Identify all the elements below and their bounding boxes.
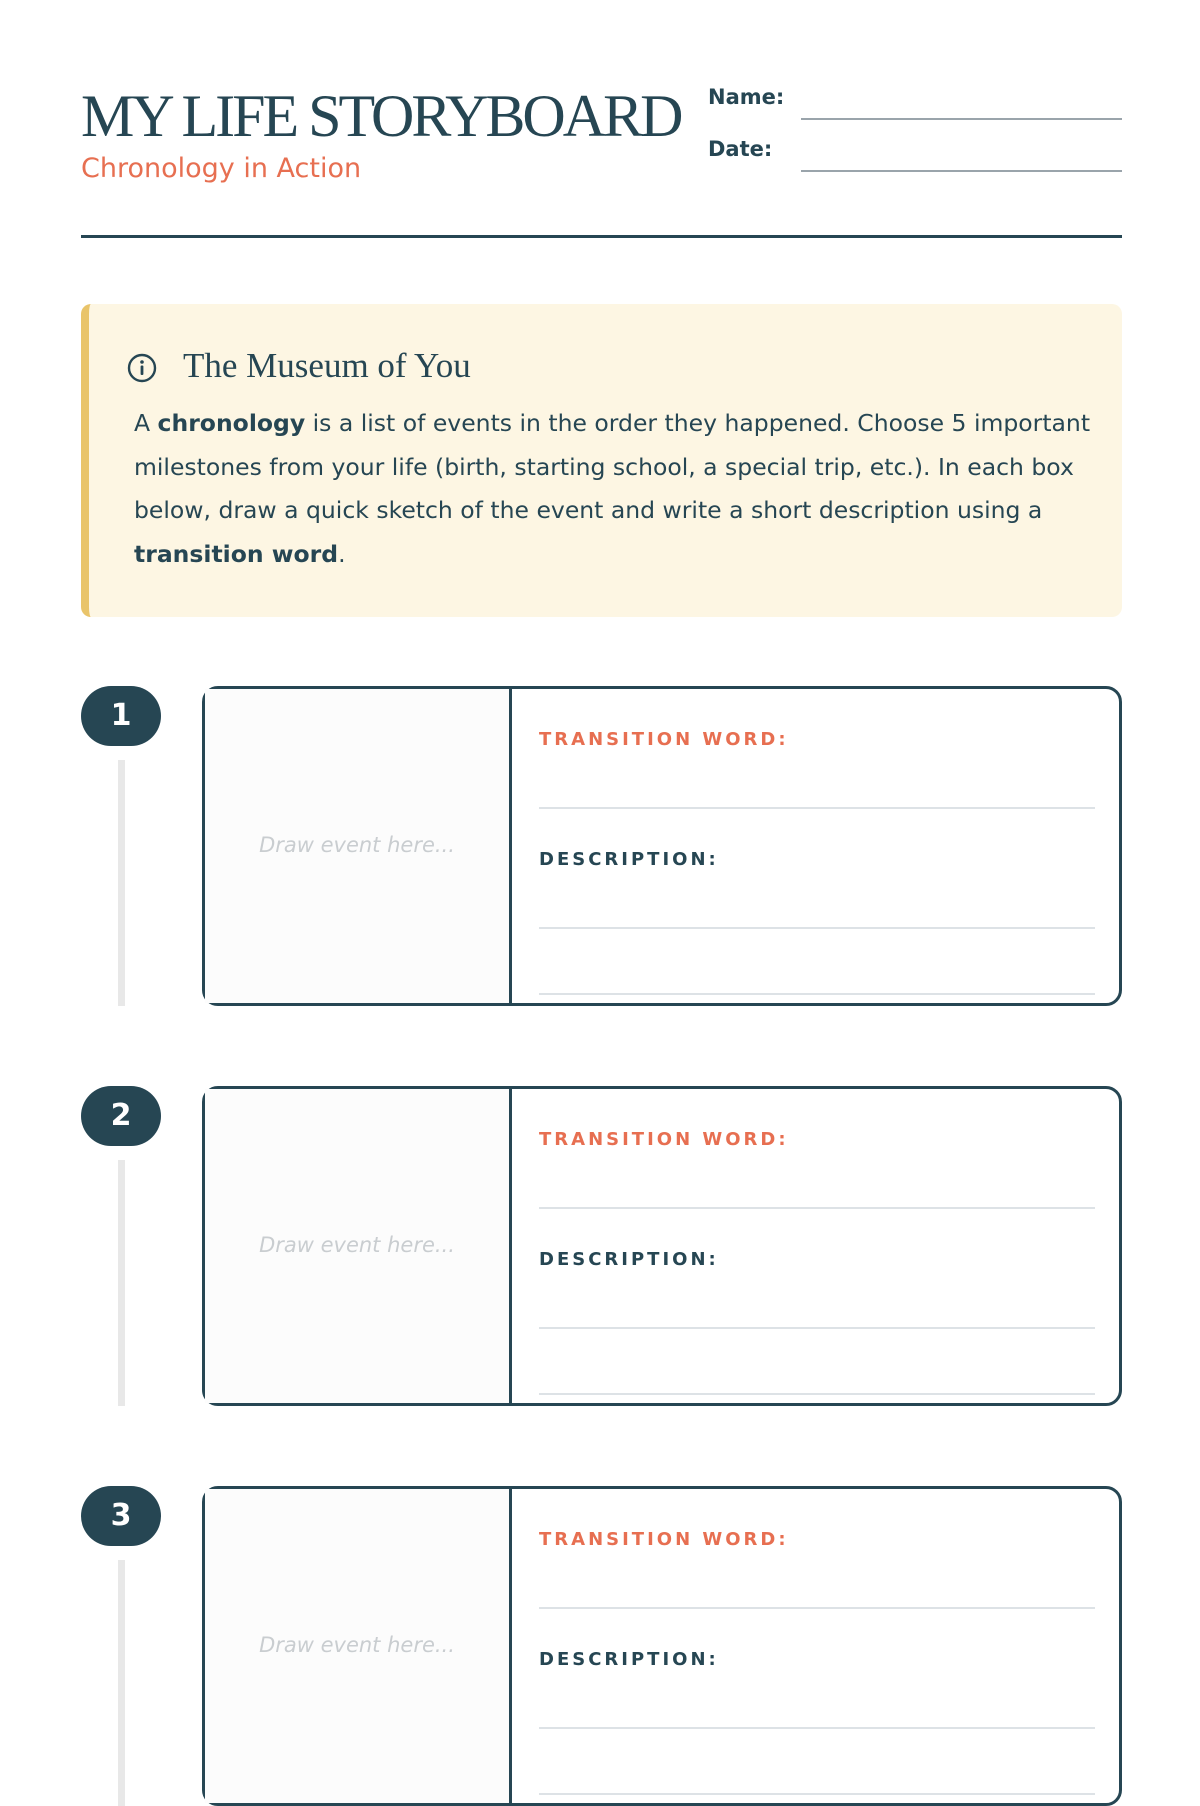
draw-hint: Draw event here...: [259, 1233, 455, 1257]
transition-word-label: TRANSITION WORD:: [539, 1529, 789, 1550]
description-label: DESCRIPTION:: [539, 1249, 719, 1270]
storyboard-card: [202, 1086, 1122, 1406]
description-label: DESCRIPTION:: [539, 1649, 719, 1670]
description-line[interactable]: [539, 1393, 1095, 1395]
transition-word-field[interactable]: [539, 807, 1095, 809]
step-number-badge: 3: [81, 1486, 161, 1546]
draw-hint: Draw event here...: [259, 833, 455, 857]
timeline-connector: [118, 760, 125, 1006]
instructions-callout: [81, 304, 1122, 617]
name-label: Name:: [708, 85, 785, 109]
callout-text-2: is a list of events in the order they happened. Choose 5 important milestones from your life (birth, starting school, a special trip, etc.). In each box below, draw a quick sketch of the event and write a short description using a: [134, 409, 1091, 524]
callout-title: The Museum of You: [183, 346, 471, 385]
timeline-step: [81, 686, 1122, 1006]
description-label: DESCRIPTION:: [539, 849, 719, 870]
timeline-step: [81, 1486, 1122, 1806]
timeline-connector: [118, 1560, 125, 1806]
timeline-connector: [118, 1160, 125, 1406]
description-line[interactable]: [539, 927, 1095, 929]
term-chronology: chronology: [157, 409, 306, 437]
description-line[interactable]: [539, 1327, 1095, 1329]
step-number-badge: 1: [81, 686, 161, 746]
date-field[interactable]: [801, 170, 1122, 172]
drawing-area[interactable]: [205, 689, 512, 1003]
worksheet-header: [81, 80, 1122, 238]
description-line[interactable]: [539, 1793, 1095, 1795]
draw-hint: Draw event here...: [259, 1633, 455, 1657]
transition-word-field[interactable]: [539, 1607, 1095, 1609]
page-title: MY LIFE STORYBOARD: [81, 83, 681, 149]
storyboard-card: [202, 686, 1122, 1006]
step-number-badge: 2: [81, 1086, 161, 1146]
name-field[interactable]: [801, 118, 1122, 120]
callout-body: [134, 402, 1094, 576]
transition-word-field[interactable]: [539, 1207, 1095, 1209]
info-icon: [127, 353, 157, 383]
drawing-area[interactable]: [205, 1489, 512, 1803]
transition-word-label: TRANSITION WORD:: [539, 1129, 789, 1150]
page-subtitle: Chronology in Action: [81, 153, 362, 184]
callout-text-1: A: [134, 409, 158, 437]
term-transition-word: transition word: [134, 539, 339, 568]
description-line[interactable]: [539, 993, 1095, 995]
description-line[interactable]: [539, 1727, 1095, 1729]
callout-text-3: .: [338, 539, 346, 568]
drawing-area[interactable]: [205, 1089, 512, 1403]
timeline-step: [81, 1086, 1122, 1406]
storyboard-card: [202, 1486, 1122, 1806]
date-label: Date:: [708, 137, 773, 161]
transition-word-label: TRANSITION WORD:: [539, 729, 789, 750]
